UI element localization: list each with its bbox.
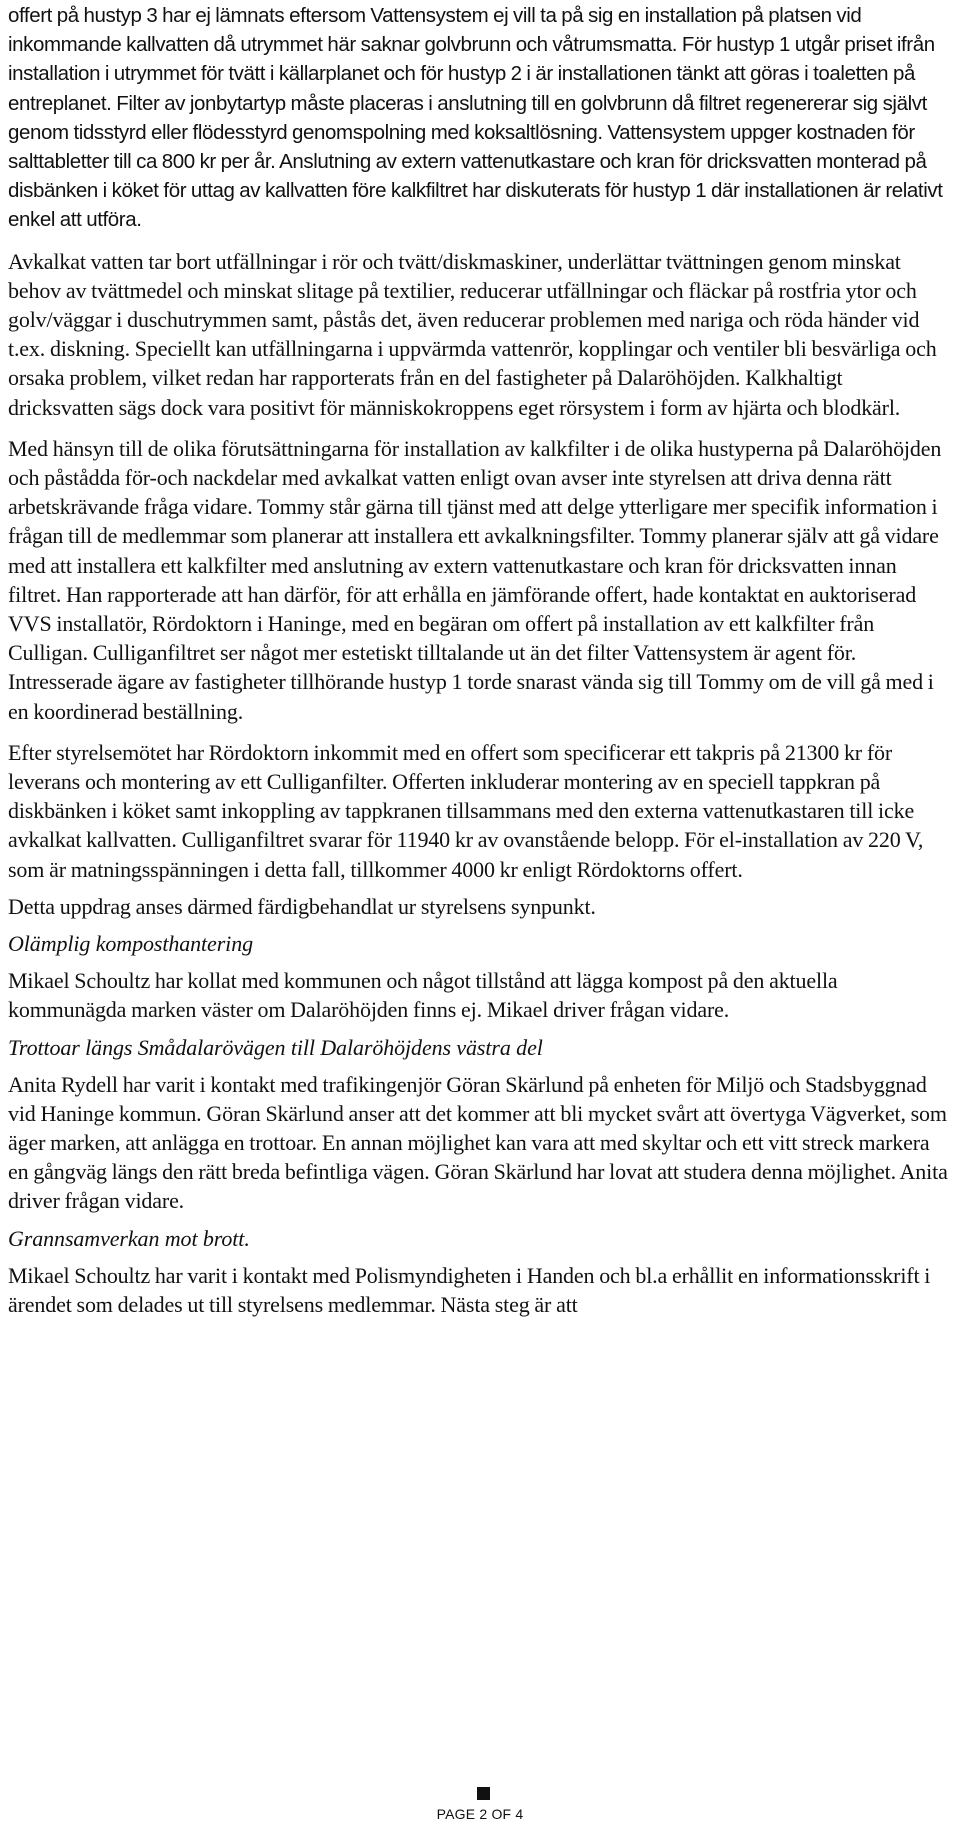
footer-square-icon [477,1787,490,1800]
paragraph-fardigbehandlat: Detta uppdrag anses därmed färdigbehandlat ur styrelsens synpunkt. [8,893,596,919]
paragraph-filter-jonbytartyp-text: Filter av jonbytartyp måste placeras i anslutning till en golvbrunn då filtret regenererar sig självt genom tidsstyrd eller flödesstyrd genomspolning med koksaltlösning. Vattensystem uppger kostnaden för salttabletter till ca 800 kr per år. Anslutning av extern vattenutkastare och kran för dricksvatten monterad på disbänken i köket för uttag av kallvatten före kalkfiltret har diskuterats för hustyp 1 där installationen är relativt enkel att utföra. [8,91,943,232]
paragraph-hustyp-offert [8,1,952,235]
paragraph-kompost: Mikael Schoultz har kollat med kommunen och något tillstånd att lägga kompost på den aktuella kommunägda marken väster om Dalaröhöjden finns ej. Mikael driver frågan vidare. [8,968,838,1023]
section-heading-komposthantering: Olämplig komposthantering [8,931,253,957]
document-page [8,0,952,1319]
section-heading-trottoar: Trottoar längs Smådalarövägen till Dalaröhöjdens västra del [8,1034,543,1060]
paragraph-rordoktorn-offert: Efter styrelsemötet har Rördoktorn inkommit med en offert som specificerar ett takpris på 21300 kr för leverans och montering av ett Culliganfilter. Offerten inkluderar montering av en speciell tappkran på diskbänken i köket samt inkoppling av tappkranen tillsammans med den externa vattenutkastaren till icke avkalkat kallvatten. Culliganfiltret svarar för 11940 kr av ovanstående belopp. För el-installation av 220 V, som är matningsspänningen i detta fall, tillkommer 4000 kr enligt Rördoktorns offert. [8,739,924,882]
paragraph-trottoar: Anita Rydell har varit i kontakt med trafikingenjör Göran Skärlund på enheten för Miljö och Stadsbyggnad vid Haninge kommun. Göran Skärlund anser att det kommer att bli mycket svårt att övertyga Vägverket, som äger marken, att anlägga en trottoar. En annan möjlighet kan vara att med skyltar och ett vitt streck markera en gångväg längs den rätt breda befintliga vägen. Göran Skärlund har lovat att studera denna möjlighet. Anita driver frågan vidare. [8,1071,948,1214]
paragraph-styrelsen-hansyn: Med hänsyn till de olika förutsättningarna för installation av kalkfilter i de olika hustyperna på Dalaröhöjden och påstådda för-och nackdelar med avkalkat vatten enligt ovan avser inte styrelsen att driva denna rätt arbetskrävande fråga vidare. Tommy står gärna till tjänst med att delge ytterligare mer specifik information i frågan till de medlemmar som planerar att installera ett avkalkningsfilter. Tommy planerar själv att gå vidare med att installera ett kalkfilter med anslutning av extern vattenutkastare och kran för dricksvatten innan filtret. Han rapporterade att han därför, för att erhålla en jämförande offert, hade kontaktat en auktoriserad VVS installatör, Rördoktorn i Haninge, med en begäran om offert på installation av ett kalkfilter från Culligan. Culliganfiltret ser något mer estetiskt tilltalande ut än det filter Vattensystem är agent för. Intresserade ägare av fastigheter tillhörande hustyp 1 torde snarast vända sig till Tommy om de vill gå med i en koordinerad beställning. [8,435,942,724]
paragraph-avkalkat-vatten: Avkalkat vatten tar bort utfällningar i rör och tvätt/diskmaskiner, underlättar tvättningen genom minskat behov av tvättmedel och minskat slitage på textilier, reducerar utfällningar och fläckar på rostfria ytor och golv/väggar i duschutrymmen samt, påstås det, även reducerar problemen med nariga och röda händer vid t.ex. diskning. Speciellt kan utfällningarna i uppvärmda vattenrör, kopplingar och ventiler bli besvärliga och orsaka problem, vilket redan har rapporterats från en del fastigheter på Dalaröhöjden. Kalkhaltigt dricksvatten sägs dock vara positivt för människokroppens eget rörsystem i form av hjärta och blodkärl. [8,248,937,420]
section-heading-grannsamverkan: Grannsamverkan mot brott. [8,1225,250,1251]
paragraph-grannsamverkan: Mikael Schoultz har varit i kontakt med Polismyndigheten i Handen och bl.a erhållit en informationsskrift i ärendet som delades ut till styrelsens medlemmar. Nästa steg är att [8,1262,931,1317]
paragraph-hustyp-offert-text: offert på hustyp 3 har ej lämnats eftersom Vattensystem ej vill ta på sig en installation på platsen vid inkommande kallvatten då utrymmet här saknar golvbrunn och våtrumsmatta. För hustyp 1 utgår priset ifrån installation i utrymmet för tvätt i källarplanet och för hustyp 2 i är installationen tänkt att göras i toaletten på entreplanet. [8,4,935,115]
page-number-label: PAGE 2 OF 4 [436,1806,524,1822]
